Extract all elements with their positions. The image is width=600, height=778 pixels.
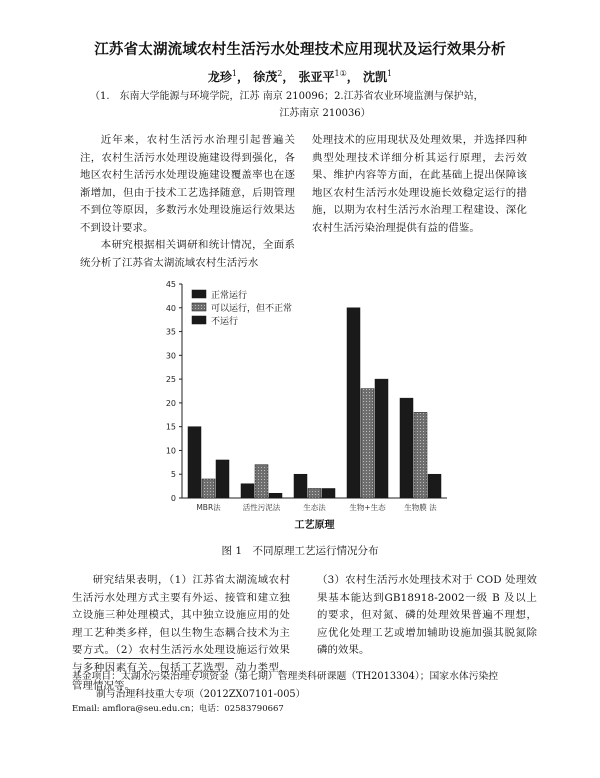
affiliation-line: （1. 东南大学能源与环境学院，江苏 南京 210096；2.江苏省农业环境监测与保护站， (90, 91, 484, 102)
author-name: 沈凯 (362, 70, 387, 84)
author-affil-mark: 1 (231, 69, 238, 78)
bar-chart (150, 272, 450, 534)
legend-label: 可以运行，但不正常 (211, 304, 293, 314)
author-affil-mark: 2 (277, 69, 283, 78)
affiliation-line: 江苏南京 210036） (279, 108, 371, 119)
y-tick-label: 30 (165, 351, 176, 361)
y-tick-label: 15 (165, 422, 176, 432)
fund-info: 制与治理科技重大专项（2012ZX07101-005） (96, 689, 306, 700)
y-tick-label: 35 (165, 327, 176, 337)
y-tick-label: 40 (165, 303, 176, 313)
bar (216, 460, 229, 498)
intro-paragraph: 处理技术的应用现状及处理效果，并选择四种典型处理技术详细分析其运行原理，去污效果、维护内容等方面，在此基础上提出保障该地区农村生活污水处理设施长效稳定运行的措施，以期为农村生活污水治理工程建设、深化农村生活污染治理提供有益的借鉴。 (312, 134, 527, 234)
bar (414, 412, 427, 498)
intro-paragraph: 本研究根据相关调研和统计情况，全面系统分析了江苏省太湖流域农村生活污水 (80, 239, 295, 269)
footnote-divider (84, 658, 234, 659)
bar (400, 398, 413, 498)
legend-label: 不运行 (211, 317, 239, 327)
y-tick-label: 5 (170, 470, 176, 480)
author-list: 龙珍$^1$， 徐茂$^2$， 张亚平$^{1①}$， 沈凯$^1$ (207, 69, 393, 84)
bar (202, 479, 215, 498)
bar (347, 308, 360, 498)
bar (428, 474, 441, 498)
y-tick-label: 45 (165, 280, 176, 289)
fund-info: 基金项目：太湖水污染治理专项资金（第七期）管理类科研课题（TH2013304）；国家水体污染控 (72, 671, 499, 682)
x-axis-label: 工艺原理 (294, 520, 335, 531)
x-tick-label: 生物+生态 (349, 503, 386, 512)
bar (269, 493, 282, 498)
author-name: 龙珍 (207, 70, 232, 84)
x-tick-label: 生物膜 法 (404, 503, 437, 512)
x-tick-label: 活性污泥法 (242, 503, 281, 512)
bar (188, 427, 201, 498)
bar (322, 488, 335, 498)
x-tick-label: MBR法 (196, 503, 221, 512)
x-tick-label: 生态法 (303, 503, 326, 512)
bar (255, 465, 268, 498)
bar (294, 474, 307, 498)
y-tick-label: 20 (165, 398, 176, 408)
bar (375, 379, 388, 498)
bar (308, 488, 321, 498)
legend-swatch (192, 303, 206, 311)
author-name: 徐茂 (253, 70, 278, 84)
y-tick-label: 0 (170, 494, 176, 503)
legend-label: 正常运行 (211, 291, 248, 301)
results-paragraph: 研究结果表明，（1）江苏省太湖流域农村生活污水处理方式主要有外运、接管和建立独立设施三种处理模式，其中独立设施应用的处理工艺种类多样，但以生物生态耦合技术为主要方式。（2）农村生活污水处理设施运行效果与多种因素有关，包括工艺选型，动力类型，管理情况等。 (72, 574, 290, 692)
paper-title: 江苏省太湖流域农村生活污水处理技术应用现状及运行效果分析 (94, 42, 506, 58)
intro-paragraph: 近年来，农村生活污水治理引起普遍关注，农村生活污水处理设施建设得到强化，各地区农村生活污水处理设施建设覆盖率也在逐渐增加，但由于技术工艺选择随意，后期管理不到位等原因，多数污水处理设施运行效果达不到设计要求。 (80, 134, 295, 234)
author-affil-mark: 1① (334, 69, 347, 78)
legend-swatch (192, 316, 206, 324)
y-tick-label: 10 (165, 446, 176, 456)
results-paragraph: （3）农村生活污水处理技术对于 COD 处理效果基本能达到GB18918-2002一级 B 及以上的要求，但对氮、磷的处理效果普遍不理想，应优化处理工艺或增加辅助设施加强其脱氮除磷的效果。 (317, 574, 537, 657)
legend-swatch (192, 290, 206, 298)
bar (241, 484, 254, 498)
author-affil-mark: 1 (386, 69, 393, 78)
y-tick-label: 25 (165, 375, 176, 385)
bar (361, 389, 374, 498)
figure-caption: 图 1 不同原理工艺运行情况分布 (221, 545, 379, 557)
contact-info: Email: amflora@seu.edu.cn；电话：02583790667 (72, 704, 284, 714)
author-name: 张亚平 (298, 70, 335, 84)
